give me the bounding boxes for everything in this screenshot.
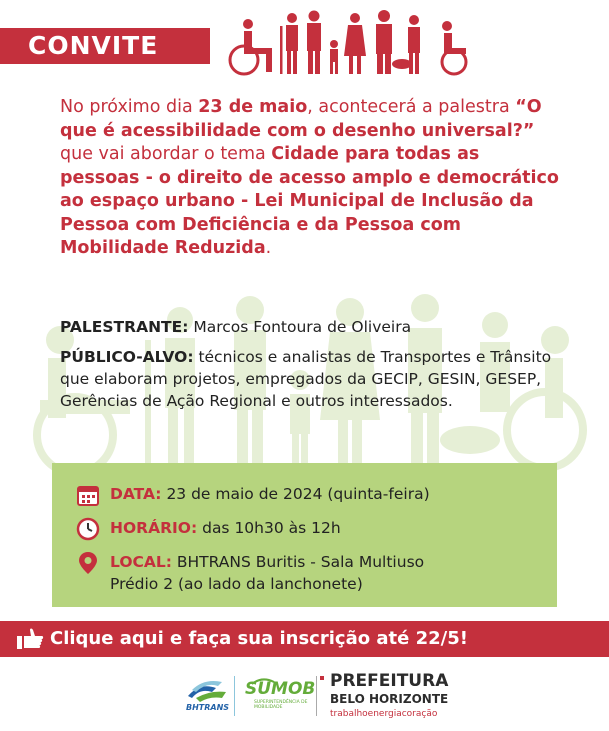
location-value-2: Prédio 2 (ao lado da lanchonete) bbox=[110, 575, 363, 593]
location-value: BHTRANS Buritis - Sala Multiuso bbox=[171, 553, 425, 571]
time-value: das 10h30 às 12h bbox=[197, 519, 341, 537]
event-details-box bbox=[52, 463, 557, 607]
intro-paragraph: No próximo dia 23 de maio, acontecerá a palestra “O que é acessibilidade com o desenho universal?” que vai abordar o tema Cidade para todas as pessoas - o direito de acesso amplo e democrático ao espaço urbano - Lei Municipal de Inclusão da Pessoa com Deficiência e da Pessoa com Mobilidade Reduzida. bbox=[60, 97, 559, 258]
footer-divider bbox=[234, 676, 235, 716]
time-label: HORÁRIO: bbox=[110, 519, 198, 537]
speaker-label: PALESTRANTE: bbox=[60, 318, 189, 336]
talk-title: “O que é acessibilidade com o desenho universal?” bbox=[60, 97, 542, 141]
registration-banner[interactable] bbox=[0, 621, 609, 657]
bhtrans-logo-text: BHTRANS bbox=[186, 703, 230, 712]
sumob-logo-text: SUMOB bbox=[245, 679, 316, 699]
clock-icon bbox=[76, 517, 100, 541]
registration-link[interactable]: Clique aqui e faça sua inscrição até 22/5! bbox=[50, 628, 468, 649]
pbh-logo-line1: PREFEITURA bbox=[330, 671, 449, 691]
accessibility-people-illustration bbox=[222, 6, 587, 78]
pbh-logo bbox=[320, 676, 324, 680]
page-title: CONVITE bbox=[28, 31, 159, 60]
audience-line bbox=[60, 346, 560, 412]
sumob-logo-subtitle: SUPERINTENDÊNCIA DE MOBILIDADE bbox=[254, 700, 308, 710]
talk-theme: Cidade para todas as pessoas - o direito de acesso amplo e democrático ao espaço urbano - Lei Municipal de Inclusão da Pessoa com Deficiência e da Pessoa com Mobilidade Reduzida bbox=[60, 144, 559, 258]
pbh-slogan: trabalhoenergiacoração bbox=[330, 709, 438, 719]
speaker-name: Marcos Fontoura de Oliveira bbox=[188, 318, 412, 336]
audience-text: técnicos e analistas de Transportes e Trânsito que elaboram projetos, empregados da GECIP, GESIN, GESEP, Gerências de Ação Regional e outros interessados. bbox=[60, 348, 552, 410]
bhtrans-logo bbox=[188, 681, 226, 702]
footer-divider bbox=[316, 676, 317, 716]
audience-label: PÚBLICO-ALVO: bbox=[60, 348, 194, 366]
calendar-icon bbox=[76, 483, 100, 507]
pointing-hand-icon bbox=[16, 627, 44, 651]
speaker-line bbox=[60, 316, 560, 338]
map-pin-icon bbox=[76, 551, 100, 575]
date-label: DATA: bbox=[110, 485, 162, 503]
location-label: LOCAL: bbox=[110, 553, 172, 571]
date-value: 23 de maio de 2024 (quinta-feira) bbox=[161, 485, 430, 503]
pbh-logo-line2: BELO HORIZONTE bbox=[330, 692, 449, 706]
event-date: 23 de maio bbox=[198, 97, 308, 117]
